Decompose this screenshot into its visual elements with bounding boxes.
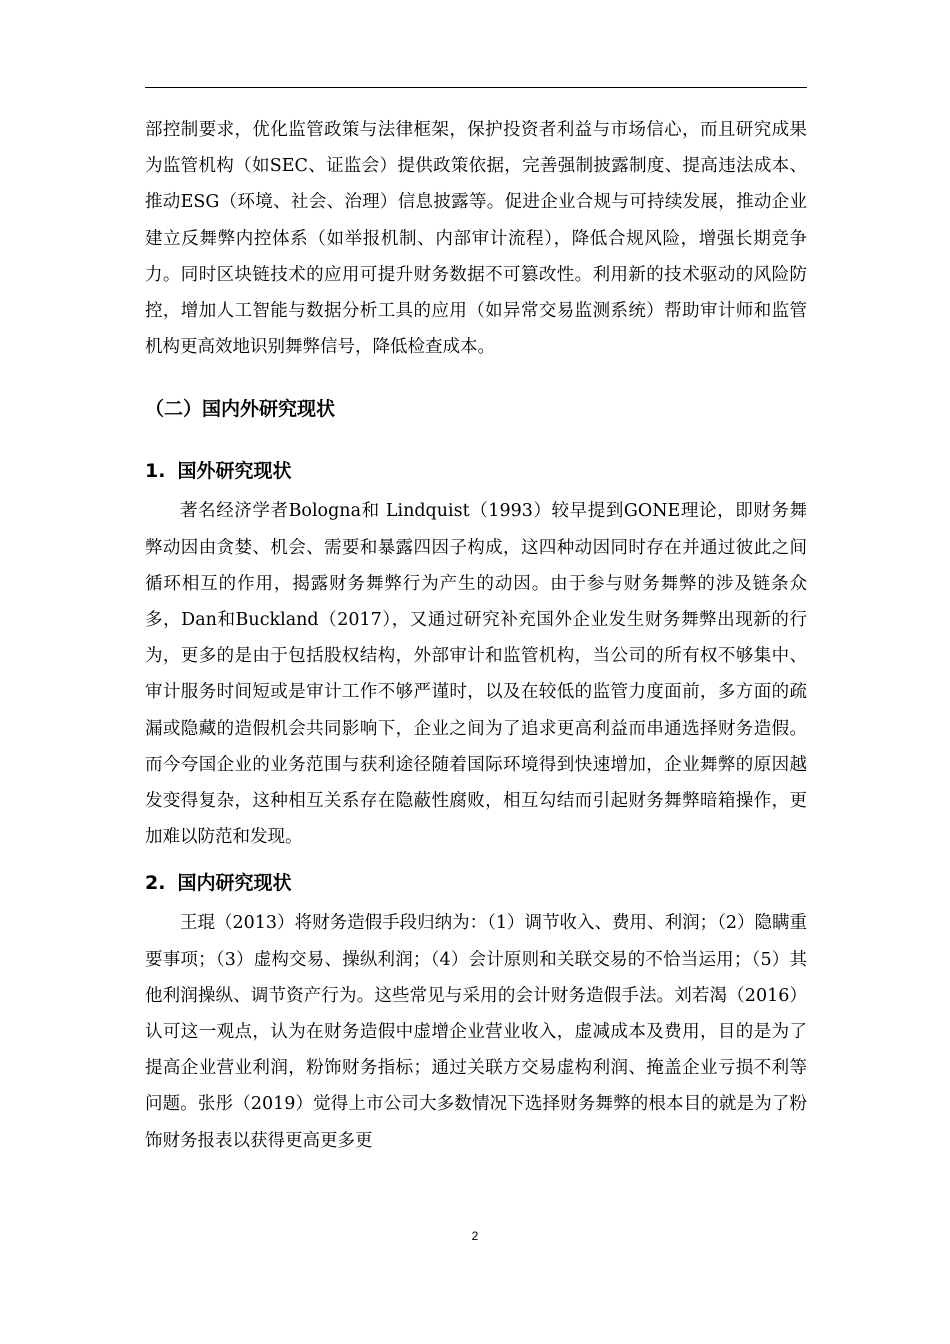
subsection-title: 国外研究现状 — [177, 460, 292, 483]
subsection-number: 1. — [145, 460, 166, 483]
document-body — [145, 112, 807, 1159]
page-number: 2 — [471, 1229, 479, 1243]
subsection-number: 2. — [145, 872, 166, 895]
body-paragraph-foreign: 著名经济学者Bologna和 Lindquist（1993）较早提到GONE理论，即财务舞弊动因由贪婪、机会、需要和暴露四因子构成，这四种动因同时存在并通过彼此之间循环相互的作用，揭露财务舞弊行为产生的动因。由于参与财务舞弊的涉及链条众多，Dan和Buckland（2017），又通过研究补充国外企业发生财务舞弊出现新的行为，更多的是由于包括股权结构，外部审计和监管机构，当公司的所有权不够集中、审计服务时间短或是审计工作不够严谨时，以及在较低的监管力度面前，多方面的疏漏或隐藏的造假机会共同影响下，企业之间为了追求更高利益而串通选择财务造假。而今夸国企业的业务范围与获利途径随着国际环境得到快速增加，企业舞弊的原因越发变得复杂，这种相互关系存在隐蔽性腐败，相互勾结而引起财务舞弊暗箱操作，更加难以防范和发现。 — [145, 501, 807, 848]
body-paragraph-intro: 部控制要求，优化监管政策与法律框架，保护投资者利益与市场信心，而且研究成果为监管机构（如SEC、证监会）提供政策依据，完善强制披露制度、提高违法成本、推动ESG（环境、社会、治理）信息披露等。促进企业合规与可持续发展，推动企业建立反舞弊内控体系（如举报机制、内部审计流程），降低合规风险，增强长期竞争力。同时区块链技术的应用可提升财务数据不可篡改性。利用新的技术驱动的风险防控，增加人工智能与数据分析工具的应用（如异常交易监测系统）帮助审计师和监管机构更高效地识别舞弊信号，降低检查成本。 — [145, 120, 807, 358]
subsection-heading-foreign — [145, 443, 807, 493]
header-rule — [145, 87, 807, 88]
section-heading: （二）国内外研究现状 — [145, 398, 336, 421]
body-paragraph-domestic: 王琨（2013）将财务造假手段归纳为：（1）调节收入、费用、利润；（2）隐瞒重要事项；（3）虚构交易、操纵利润；（4）会计原则和关联交易的不恰当运用；（5）其他利润操纵、调节资产行为。这些常见与采用的会计财务造假手法。刘若渴（2016）认可这一观点，认为在财务造假中虚增企业营业收入，虚减成本及费用，目的是为了提高企业营业利润，粉饰财务指标；通过关联方交易虚构利润、掩盖企业亏损不利等问题。张彤（2019）觉得上市公司大多数情况下选择财务舞弊的根本目的就是为了粉饰财务报表以获得更高更多更 — [145, 913, 807, 1151]
subsection-heading-domestic — [145, 855, 807, 905]
subsection-title: 国内研究现状 — [177, 872, 292, 895]
